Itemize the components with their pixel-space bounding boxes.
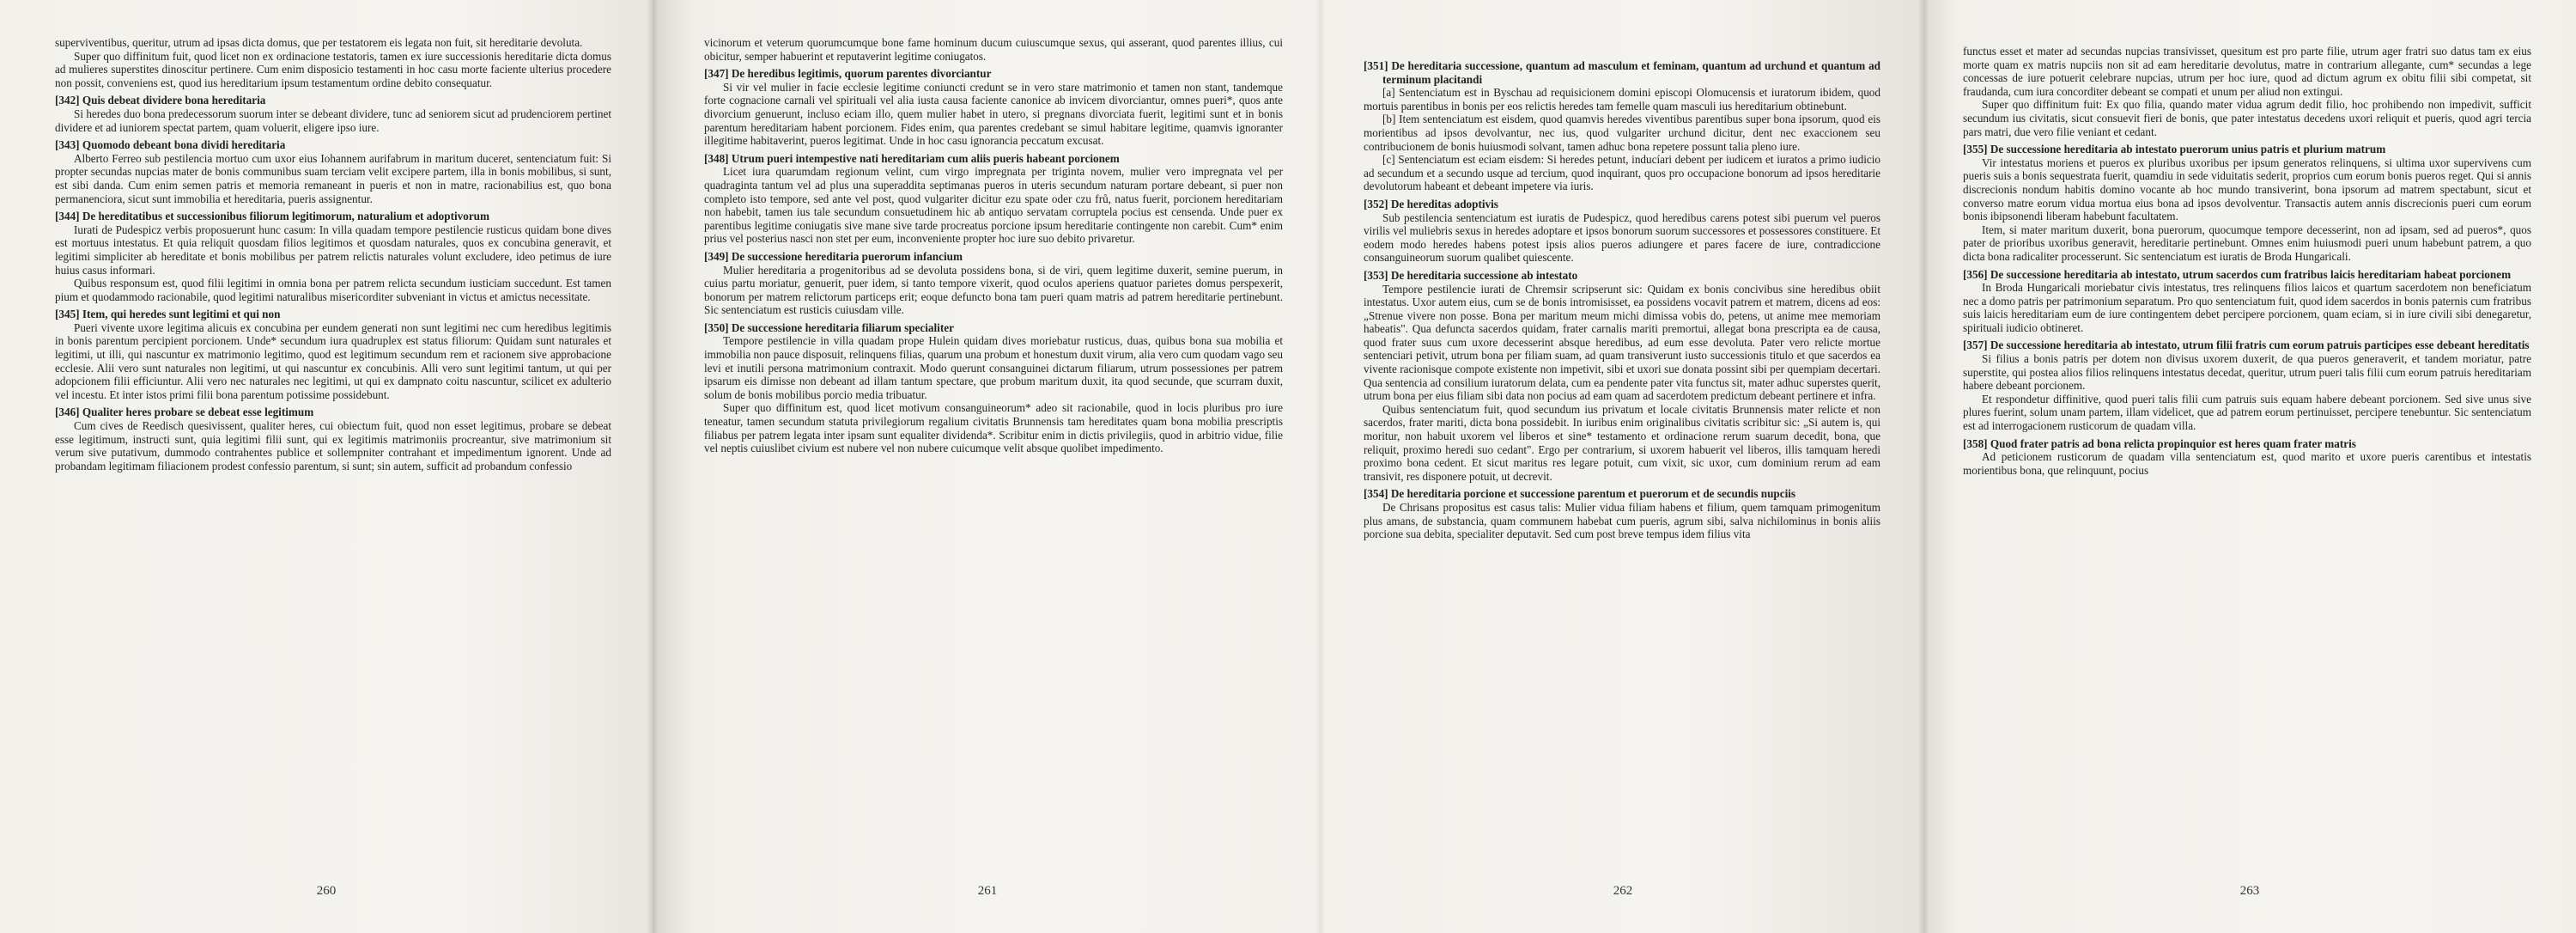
page-number-260: 260 [316, 884, 337, 898]
paragraph: Tempore pestilencie iurati de Chremsir scripserunt sic: Quidam ex bonis concivibus sine heredibus obiit intestatus. Uxor autem eius, cum se de bonis intromisisset, ea possidens vocavit patrem et matrem, dicens ad eos: „Strenue vivere non posse. Bona per maritum meum michi dimissa vobis do, petens, ut anime mee memoriam habeatis". Qua defuncta sacerdos quidam, frater carnalis mariti premortui, allegat bona prescripta ea de causa, quod frater suus cum uxore decesserint absque heredibus, ad eum esse devoluta. Pater vero relicte mortue sentenciari petivit, utrum bona per filiam suam, ad quam transiverunt iusto successionis titulo et que sacerdos ea vivente racionisque compote existente non impetivit, sibi et uxori sue donata possint sibi per quempiam decertari. Qua sentencia ad consilium iuratorum delata, cum ea pendente pater vita functus sit, mater adhuc superstes querit, utrum bona per eius filiam sibi data non pocius ad eam quam ad sacerdotem predictum debeant pertinere et infra. [1364, 282, 1880, 403]
paragraph: Item, si mater maritum duxerit, bona puerorum, quocumque tempore decesserint, non ad ipsam, sed ad pueros*, quos pater de prioribus uxoribus generavit, hereditarie pertinebunt. Omnes enim huiusmodi pueri unum habebunt patrem, a quo dicta bona radicaliter processerunt. Sic sentenciatum est iuratis de Broda Hungaricali. [1963, 223, 2531, 263]
page-262 [1322, 0, 1923, 933]
paragraph: superviventibus, queritur, utrum ad ipsas dicta domus, que per testatorem eis legata non fuit, sit hereditarie devoluta. [55, 36, 583, 49]
paragraph: In Broda Hungaricali moriebatur civis intestatus, tres relinquens filios laicos et quartum sacerdotem non beneficiatum nec a domo patris per patrimonium separatum. Pro quo sentenciatum fuit, quod idem sacerdos in bonis paternis cum fratribus suis laicis hereditariam eum de iure contingentem debet percipere porcionem, quam eciam, si in iure civili sibi denegaretur, spirituali iudicio obtineret. [1963, 281, 2531, 334]
book-gutter-left [647, 0, 659, 933]
paragraph: Quibus responsum est, quod filii legitimi in omnia bona per patrem relicta secundum iusticiam succedunt. Est tamen pium et quodammodo racionabile, quod legitimi naturalibus misericorditer subveniant in victus et amictus necessitate. [55, 277, 611, 303]
paragraph: De Chrisans propositus est casus talis: Mulier vidua filiam habens et filium, quem tamquam primogenitum plus amans, de substancia, quam communem habebat cum pueris, agrum sibi, salva nichilominus in bonis aliis porcione sua debita, specialiter deputavit. Sed cum post breve tempus idem filius vita [1364, 501, 1880, 541]
section-number: [344] [55, 210, 80, 223]
paragraph: Super quo diffinitum fuit, quod licet non ex ordinacione testatoris, tamen ex iure successionis hereditarie dicta domus ad mulieres superstites dinoscitur pertinere. Cum enim disposicio testamenti in hoc casu morte faciente ulterius procedere non possit, conveniens est, quod ius hereditarium ipsum testamentum ordine debito consequatur. [55, 49, 611, 89]
page-260-text [55, 36, 611, 473]
section-number: [345] [55, 308, 80, 321]
section-heading [55, 94, 611, 107]
section-title: De heredibus legitimis, quorum parentes divorciantur [731, 67, 992, 81]
paragraph: Cum cives de Reedisch quesivissent, qualiter heres, cui obiectum fuit, quod non esset legitimus, probare se debeat esse legitimum, instructi sunt, quia legitimi filii sunt, qui ex legitimis matrimoniis procreantur, sive matrimonium sit verum sive putativum, dummodo contrahentes publice et sollempniter contrahant et impedimentum ignorent. Unde ad probandam legitimam filiacionem prodest confessio parentum, si sunt; sin autem, sufficit ad probandum confessio [55, 419, 611, 473]
section-heading [1963, 143, 2531, 156]
section-title: De hereditatibus et successionibus filiorum legitimorum, naturalium et adoptivorum [82, 210, 490, 223]
section-heading [55, 210, 611, 223]
section-heading [704, 321, 1283, 335]
book-gutter-right [1917, 0, 1929, 933]
section-title: De hereditas adoptivis [1390, 197, 1498, 210]
paragraph: Quibus sentenciatum fuit, quod secundum ius privatum et locale civitatis Brunnensis mater relicte et non sacerdos, frater mariti, dicta bona possidebit. In iuribus enim originalibus civitatis scribitur sic: „Si autem is, qui moritur, non habuit uxorem vel liberos et sine* testamento et ordinacione rerum suarum decedit, bona, que reliquit, proximo heredi suo cedant". Ergo per contrarium, si uxorem habuerit vel liberos, illis tamquam heredi proximo bona cedent. Et sicut maritus res legare potuit, cum vixit, sic uxor, cum dominium rerum ad eam transivit, res disponere potuit, ut decrevit. [1364, 402, 1880, 483]
section-heading [1364, 198, 1880, 211]
section-title: De successione hereditaria puerorum infancium [731, 249, 963, 263]
section-title: De successione hereditaria ab intestato, utrum filii fratris cum eorum patruis participes esse debeant hereditatis [1990, 338, 2530, 352]
section-heading [1963, 437, 2531, 451]
paragraph: Super quo diffinitum fuit: Ex quo filia, quando mater vidua agrum dedit filio, hoc prohibendo non impedivit, sufficit secundum ius civitatis, sicut consuevit fieri de bonis, que pater intestatus decedens uxori reliquit et pueris, quod agri tercia pars matri, due vero filie veniant et cedant. [1963, 98, 2531, 138]
section-number: [347] [704, 67, 729, 81]
page-261-text [704, 36, 1283, 455]
section-number: [353] [1364, 268, 1388, 282]
section-number: [349] [704, 249, 729, 263]
page-263-text [1963, 45, 2531, 477]
section-title: Quis debeat dividere bona hereditaria [82, 94, 266, 107]
paragraph: Mulier hereditaria a progenitoribus ad se devoluta possidens bona, si de viri, quem legitime duxerit, semine puerum, in cuius partu moriatur, genuerit, puer idem, si tanto tempore vixerit, quod oculos aperiens quatuor parietes domus perspexerit, bonorum per matrem relictorum particeps erit; eoque defuncto bona tam pueri quam matris ad patrem hereditarie pertinebunt. Sic sentenciatum est rusticis cuiusdam ville. [704, 263, 1283, 317]
paragraph: [b] Item sentenciatum est eisdem, quod quamvis heredes viventibus parentibus super bona ipsorum, quod eis morientibus ad ipsos devolvantur, nec ius, quod vulgariter urchund dicitur, dent nec exaccionem seu contribucionem de bonis huiusmodi solvant, tamen adhuc bona repetere possunt talia pleno iure. [1364, 113, 1880, 153]
page-number-261: 261 [977, 884, 998, 898]
section-title: Qualiter heres probare se debeat esse legitimum [82, 406, 314, 419]
paragraph: functus esset et mater ad secundas nupcias transivisset, quesitum est pro parte filie, utrum ager fratri suo datus tam ex eius morte quam ex matris nupciis non sit ad eam hereditarie devolutus, matre in contrarium allegante, cum* secundas a lege concessas de iure potuerit celebrare nupcias, utrum per hoc iure, quod ad dictum agrum ex obitu filii sibi competat, sit fraudanda, cum iura concorditer debeant se compati et unum per aliud non extingui. [1963, 45, 2531, 98]
paragraph: Sub pestilencia sentenciatum est iuratis de Pudespicz, quod heredibus carens potest sibi puerum vel pueros virilis vel muliebris sexus in heredes adoptare et ipsos bonorum suorum successores et possessores constituere. Et eodem modo heredes habens potest ipsis alios pueros adiungere et pares facere de iure, contradiccione consanguineorum suorum qualibet quiescente. [1364, 210, 1880, 265]
section-number: [356] [1963, 267, 1988, 281]
section-heading [55, 308, 611, 321]
section-heading [55, 406, 611, 419]
page-262-text [1364, 59, 1880, 541]
section-title: Utrum pueri intempestive nati hereditariam cum aliis pueris habeant porcionem [731, 151, 1120, 165]
paragraph: Alberto Ferreo sub pestilencia mortuo cum uxor eius Iohannem aurifabrum in maritum duceret, sentenciatum fuit: Si propter secundas nupcias mater de bonis communibus suam terciam velit excipere partem, illa in bonis mobilibus, si sunt, est sibi danda. Cum enim semen patris et memoria remaneant in pueris et non in matre, racionabilius est, quo bona permanenciora, sicut sunt immobilia et hereditaria, pueris assignentur. [55, 151, 611, 205]
section-heading [55, 138, 611, 152]
paragraph: Si heredes duo bona predecessorum suorum inter se debeant dividere, tunc ad seniorem sicut ad prudenciorem pertinet dividere et ad iuniorem spectat partem, quam voluerit, eligere ipso iure. [55, 107, 611, 134]
section-heading [1364, 269, 1880, 283]
section-heading [1364, 487, 1880, 501]
paragraph: Iurati de Pudespicz verbis proposuerunt hunc casum: In villa quadam tempore pestilencie rusticus quidam bone dives est mortuus intestatus. Et quia reliquit quosdam filios legitimos et quosdam naturales, quos ex concubina generavit, et legitimi simpliciter ab hereditate et bonis mobilibus per patrem relictis naturales volunt excludere, ideo petimus de iure huius casus informari. [55, 223, 611, 277]
section-heading [1364, 59, 1880, 86]
paragraph: vicinorum et veterum quorumcumque bone fame hominum ducum cuiuscumque sexus, qui asserant, quod parentes illius, cui obicitur, semper habuerint et reputaverint legitime coniugatos. [704, 36, 1283, 63]
section-title: De successione hereditaria filiarum specialiter [731, 320, 954, 334]
paragraph: Super quo diffinitum est, quod licet motivum consanguineorum* adeo sit racionabile, quod in locis pluribus pro iure teneatur, tamen secundum statuta privilegiorum regalium civitatis Brunnensis tam hereditates quam bona mobilia prescriptis filiabus per patrem legata inter ipsam sunt equaliter dividenda*. Scribitur enim in dictis privilegiis, quod in arbitrio vidue, filie vel neptis cuiuslibet civium est nubere vel non nubere cuicumque velit absque quolibet impedimento. [704, 401, 1283, 455]
paragraph: Pueri vivente uxore legitima alicuis ex concubina per eundem generati non sunt legitimi nec cum heredibus legitimis in bonis parentum percipient porcionem. Unde* secundum iura quadruplex est status filiorum: Quidam sunt naturales et legitimi, ut illi, qui nascuntur ex matrimonio legitimo, quod est legitimum secundum rem et racionem sive approbacione ecclesie. Alii vero sunt naturales non legitimi, ut qui nascuntur ex concubinis. Alli vero sunt legitimi tantum, ut qui per adopcionem filii efficiuntur. Alii vero nec naturales nec legitimi, ut qui ex dampnato coitu nascuntur, scilicet ex adulterio vel incestu. Et inter istos primi filii bona parentum potissime possidebunt. [55, 320, 611, 401]
section-number: [358] [1963, 436, 1988, 450]
page-number-262: 262 [1613, 884, 1633, 898]
section-title: Quod frater patris ad bona relicta propinquior est heres quam frater matris [1990, 436, 2356, 450]
paragraph: Vir intestatus moriens et pueros ex pluribus uxoribus per ipsum generatos relinquens, si ultima uxor supervivens cum pueris suis a bonis sequestrata fuerit, quamdiu in sede viduitatis sederit, proprios cum eorum bonis pueros reget. Qui si annis discrecionis nondum habitis domino vocante ab hoc mundo transiverint, bona ipsorum ad matrem spectabunt, sicut et converso matre eorum vidua mortua eius bona ad ipsos devolventur. Transactis autem annis discrecionis pueri cum eorum bonis ibipsonendi liberam habebunt facultatem. [1963, 156, 2531, 223]
section-heading [704, 250, 1283, 264]
paragraph: [c] Sentenciatum est eciam eisdem: Si heredes petunt, inducíari debent per iudicem et iuratos a primo iudicio ad secundum et a secundo usque ad tercium, quod inquirant, quos pro occupacione bonorum ad ipsos hereditarie devolutorum habeant et debeant impetere via iuris. [1364, 153, 1880, 193]
section-number: [354] [1364, 487, 1388, 501]
paragraph: Licet iura quarumdam regionum velint, cum virgo impregnata per triginta novem, mulier vero impregnata vel per quadraginta tantum vel ad plus una superaddita septimanas pueros in uteris secundum naturam portare debeant, si puer non completo isto tempore, sed ante vel post, quod vulgariter dicitur ezu spate oder czu frů, natus fuerit, porcionem hereditariam non habebit, tamen ius tale secundum consuetudinem hic ab antiquo servatam corruptela pocius est censenda. Unde puer ex parentibus legitime coniugatis sive mane sive tarde procreatus porcione ipsum hereditarie contingente non carebit. Cum* enim prius vel posterius nasci non stet per eum, inconveniente propter hoc iure suo debito privaretur. [704, 165, 1283, 246]
page-number-263: 263 [2239, 884, 2260, 898]
page-260 [0, 0, 653, 933]
section-number: [350] [704, 320, 729, 334]
section-title: Quomodo debeant bona dividi hereditaria [82, 138, 286, 152]
section-number: [351] [1364, 59, 1388, 72]
section-title: De hereditaria successione ab intestato [1390, 268, 1578, 282]
paragraph: Si vir vel mulier in facie ecclesie legitime coniuncti credunt se in vero stare matrimonio et tamen non stant, tandemque forte cognacione carnali vel spirituali vel alia iusta causa faciente canonice ab invicem divorciantur, omnes pueri*, quos ante divorcium genuerunt, incluso eciam illo, quem mulier habet in utero, si pregnans divorciata fuerit, legitimi sunt et in bonis parentum hereditariam habent porcionem. Fides enim, qua parentes credebant se simul habitare legitime, quamvis ignoranter illegitime habitaverint, pueros legitimat. Unde in hoc casu ignorancia peccatum excusat. [704, 80, 1283, 148]
section-title: De successione hereditaria ab intestato, utrum sacerdos cum fratribus laicis hereditariam habeat porcionem [1990, 267, 2512, 281]
section-title: De successione hereditaria ab intestato puerorum unius patris et plurium matrum [1990, 143, 2386, 156]
paragraph: Tempore pestilencie in villa quadam prope Hulein quidam dives moriebatur rusticus, duas, quibus bona sua mobilia et immobilia non pauce disposuit, relinquens filias, quarum una probum et honestum duxit virum, alia vero cum quodam vago seu levi et inutili persona matrimonium contraxit. Modo querunt consanguinei dictarum filiarum, utrum possessiones per patrem ipsarum eis dimisse non debeant ad illam tantum spectare, que probum maritum duxit, ita quod secunde, que scurram duxit, solum de bonis mobilibus porcio media tribuatur. [704, 334, 1283, 401]
section-number: [357] [1963, 338, 1988, 352]
scan-seam [1316, 0, 1325, 933]
section-number: [342] [55, 94, 80, 107]
section-title: De hereditaria porcione et successione parentum et puerorum et de secundis nupciis [1390, 487, 1796, 501]
section-number: [352] [1364, 197, 1388, 210]
section-number: [343] [55, 138, 80, 152]
page-263 [1923, 0, 2576, 933]
section-title: Item, qui heredes sunt legitimi et qui non [82, 308, 281, 321]
paragraph: [a] Sentenciatum est in Byschau ad requisicionem domini episcopi Olomucensis et iuratorum ibidem, quod mortuis parentibus in bonis per eos relictis heredes tam femelle quam masculi ius hereditarium obtinebunt. [1364, 86, 1880, 113]
section-heading [1963, 338, 2531, 352]
section-number: [346] [55, 406, 80, 419]
section-number: [348] [704, 151, 729, 165]
paragraph: Ad peticionem rusticorum de quadam villa sentenciatum est, quod marito et uxore pueris carentibus et intestatis morientibus bona, que relinquunt, pocius [1963, 450, 2531, 477]
section-number: [355] [1963, 143, 1988, 156]
paragraph: Et respondetur diffinitive, quod pueri talis filii cum patruis suis equam habere debeant porcionem. Sed sive unus sive plures fuerint, solum unam partem, illam videlicet, que ad patrem eorum pertinuisset, percipere tenebuntur. Sic sentenciatum est ad interrogacionem rusticorum de quadam villa. [1963, 392, 2531, 433]
page-261 [653, 0, 1322, 933]
section-heading [1963, 268, 2531, 282]
section-heading [704, 152, 1283, 166]
paragraph: Si filius a bonis patris per dotem non divisus uxorem duxerit, de qua pueros generaverit, et tandem moriatur, patre superstite, qui postea alios filios relinquens intestatus decedat, queritur, utrum pueri talis filii cum eorum patruis hereditariam habere debeant porcionem. [1963, 352, 2531, 393]
section-heading [704, 67, 1283, 81]
section-title: De hereditaria successione, quantum ad masculum et feminam, quantum ad urchund et quantum ad terminum placitandi [1382, 59, 1880, 86]
